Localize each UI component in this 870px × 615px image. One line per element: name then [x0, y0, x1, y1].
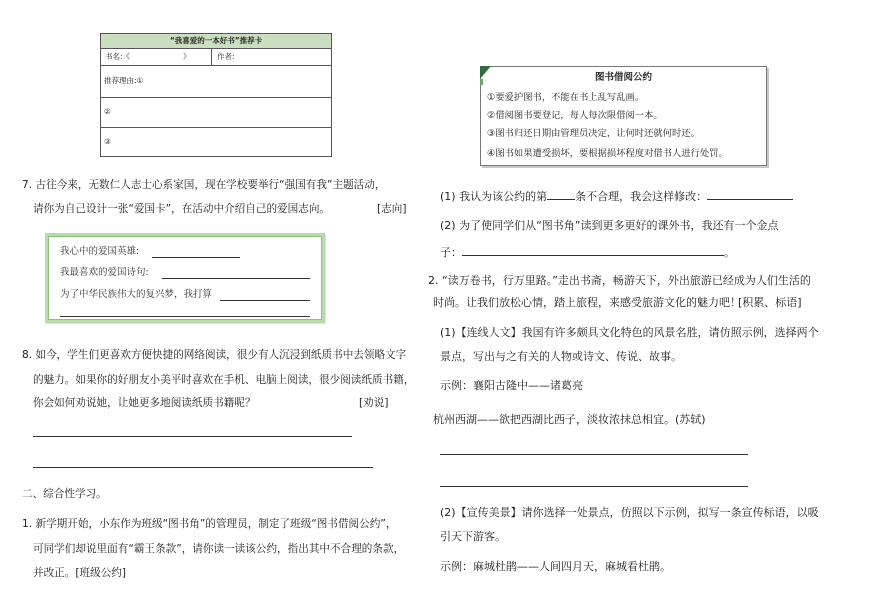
q1-sub2-text-b: 。 [724, 246, 735, 259]
recommend-card-row-reason3 [101, 128, 331, 157]
section-heading: 二、综合性学习。 [22, 488, 107, 500]
answer-line [152, 257, 240, 258]
recommend-card-row-reason2 [101, 98, 331, 128]
q7-line2: 请你为自己设计一张“爱国卡”，在活动中介绍自己的爱国志向。 [33, 203, 331, 215]
recommend-card-row-book [101, 48, 331, 66]
answer-blank [547, 188, 575, 200]
borrowing-rules-notice [480, 66, 767, 166]
q8-line3: 你会如何劝说她，让她更多地阅读纸质书籍呢？ [33, 397, 256, 409]
q2-tag: [积累、标语] [738, 296, 802, 309]
reason-label: 推荐理由:① [104, 76, 144, 85]
q2-line2: 时尚。让我们放松心情，踏上旅程，来感受旅游文化的魅力吧！ [433, 296, 741, 309]
notice-item: ③图书归还日期由管理员决定，让何时还就何时还。 [487, 128, 700, 139]
answer-line [60, 316, 310, 317]
q1-sub1 [440, 188, 793, 204]
q1-sub1-text-b: 条不合理，我会这样修改： [575, 190, 708, 203]
q1-line2: 可同学们却说里面有“霸王条款”，请你读一读该公约，指出其中不合理的条款， [33, 543, 405, 555]
answer-blank [707, 188, 793, 200]
q8-line2: 的魅力。如果你的好朋友小美平时喜欢在手机、电脑上阅读，很少阅读纸质书籍， [33, 374, 415, 386]
q2-example1-b: 杭州西湖——欲把西湖比西子，淡妆浓抹总相宜。(苏轼) [433, 413, 706, 426]
book-label: 书名:《 [105, 52, 131, 61]
q7-tag: [志向] [377, 203, 407, 215]
patriot-hero-label: 我心中的爱国英雄: [60, 246, 140, 257]
cell-divider [211, 48, 212, 66]
book-recommend-card [100, 33, 332, 157]
notice-item: ④图书如果遭受损坏，要根据损坏程度对借书人进行处罚。 [487, 148, 728, 159]
q1-line1: 1. 新学期开始，小东作为班级“图书角”的管理员，制定了班级“图书借阅公约”， [22, 518, 397, 530]
notice-item: ②借阅图书要登记，每人每次限借阅一本。 [487, 110, 663, 121]
q1-sub1-text-a: (1) 我认为该公约的第 [440, 190, 548, 203]
q2-line1: 2. “读万卷书，行万里路。”走出书斋，畅游天下，外出旅游已经成为人们生活的 [428, 274, 811, 287]
q1-sub2-line2 [440, 244, 735, 260]
q2-example1: 示例：襄阳古隆中——诸葛亮 [440, 379, 583, 392]
patriot-plan-label: 为了中华民族伟大的复兴梦，我打算 [60, 289, 213, 300]
answer-line [162, 278, 310, 279]
answer-line [220, 300, 310, 301]
q2-p2-line1: (2)【宣传美景】请你选择一处景点，仿照以下示例，拟写一条宣传标语，以吸 [440, 506, 819, 519]
answer-line [440, 454, 748, 455]
q1-line3: 并改正。[班级公约] [33, 567, 127, 579]
patriot-poem-label: 我最喜欢的爱国诗句: [60, 267, 149, 278]
notice-item: ①要爱护图书，不能在书上乱写乱画。 [487, 92, 645, 103]
q2-p1-line1: (1)【连线人文】我国有许多颇具文化特色的风景名胜，请仿照示例，选择两个 [440, 326, 819, 339]
patriot-card [45, 233, 325, 323]
q2-example2: 示例：麻城杜鹃——人间四月天，麻城看杜鹃。 [440, 560, 671, 573]
answer-blank [462, 244, 724, 256]
author-label: 作者: [217, 52, 235, 61]
q2-p1-line2: 景点，写出与之有关的人物或诗文、传说、故事。 [440, 350, 682, 363]
reason-2: ② [104, 107, 111, 116]
q2-p2-line2: 引天下游客。 [440, 530, 506, 543]
answer-line [33, 436, 352, 437]
q1-sub2-text-a: 子： [440, 246, 462, 259]
answer-line [440, 486, 748, 487]
recommend-card-row-reason1 [101, 66, 331, 98]
q8-line1: 8. 如今，学生们更喜欢方便快捷的网络阅读，很少有人沉浸到纸质书中去领略文字 [22, 349, 407, 361]
book-close: 》 [183, 52, 191, 61]
reason-3: ③ [104, 137, 111, 146]
recommend-card-title: “我喜爱的一本好书”推荐卡 [101, 34, 331, 49]
notice-title: 图书借阅公约 [594, 72, 652, 83]
q7-line1: 7. 古往今来，无数仁人志士心系家国，现在学校要举行“强国有我”主题活动， [22, 179, 386, 191]
q8-tag: [劝说] [359, 397, 389, 409]
answer-line [33, 467, 373, 468]
q1-sub2-line1: (2) 为了使同学们从“图书角”读到更多更好的课外书，我还有一个金点 [440, 219, 779, 232]
